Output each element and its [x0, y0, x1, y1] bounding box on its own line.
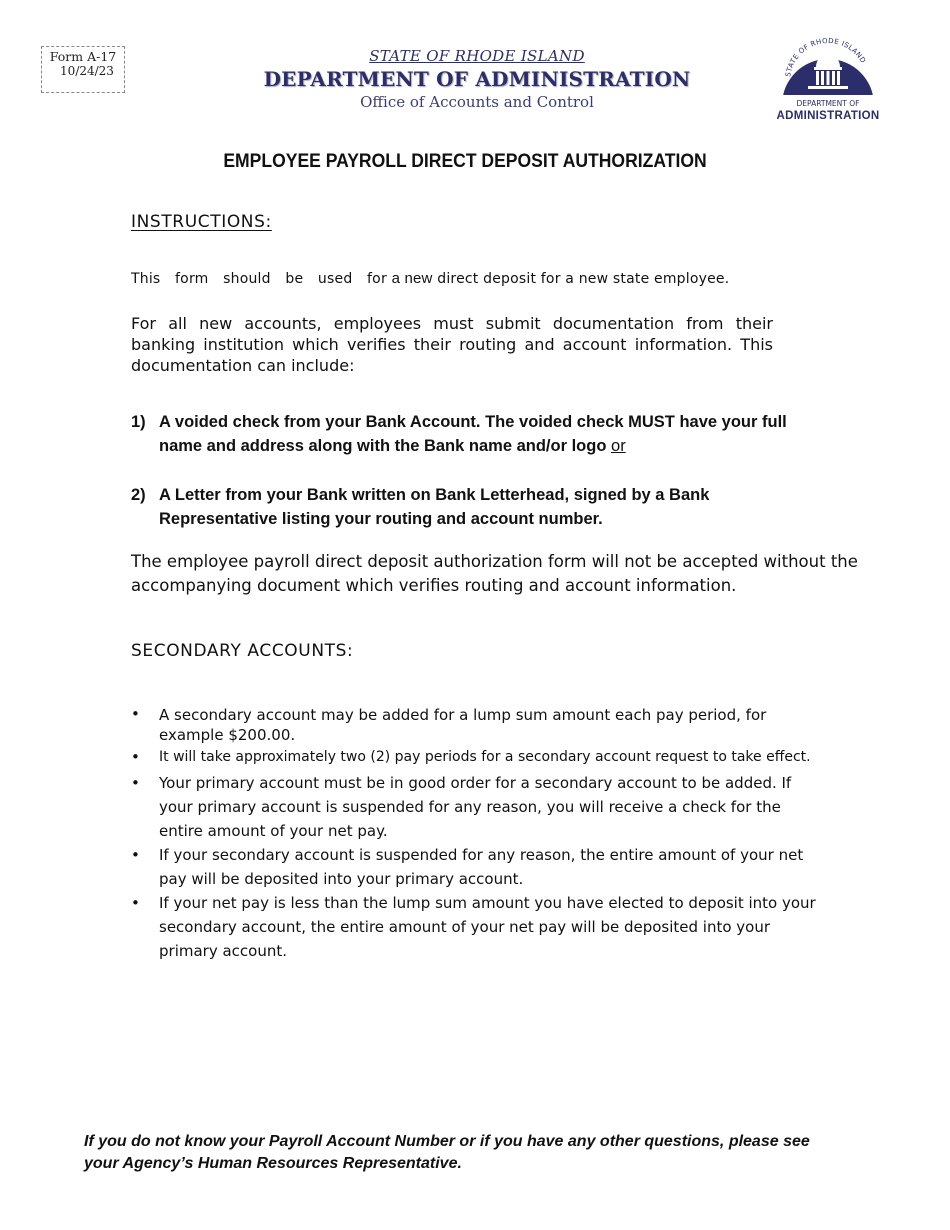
form-date: 10/24/23	[60, 64, 114, 78]
secondary-accounts-list	[131, 704, 821, 963]
acceptance-note: The employee payroll direct deposit authorization form will not be accepted without the accompanying document which verifies routing and account information.	[131, 552, 858, 595]
list-item: • A secondary account may be added for a lump sum amount each pay period, for example $200.00.	[131, 704, 821, 745]
capitol-dome-icon	[772, 33, 884, 113]
office-name: Office of Accounts and Control	[360, 93, 594, 111]
numbered-item-2	[131, 483, 831, 531]
instructions-heading: INSTRUCTIONS:	[131, 212, 272, 232]
secondary-accounts-heading: SECONDARY ACCOUNTS:	[131, 641, 354, 661]
seal-dept-line: DEPARTMENT OF	[796, 99, 860, 108]
documentation-paragraph: For all new accounts, employees must submit documentation from their banking institution which verifies their routing and account information. This documentation can include:	[131, 314, 773, 375]
numbered-item-1	[131, 410, 831, 458]
intro-part-a: This form should be used for	[131, 271, 387, 287]
form-number-box	[41, 46, 125, 93]
intro-part-c: direct deposit for a new state employee.	[437, 271, 730, 287]
item-text: A voided check from your Bank Account. The voided check MUST have your full name and address along with the Bank name and/or logo	[159, 413, 787, 455]
list-item: • If your net pay is less than the lump sum amount you have elected to deposit into your secondary account, the entire amount of your net pay will be deposited into your primary account.	[131, 891, 821, 963]
intro-part-b: a new	[391, 270, 433, 287]
department-seal-logo	[772, 33, 884, 125]
form-number: Form A-17	[49, 49, 117, 64]
item-suffix-or: or	[611, 437, 626, 455]
page-title: EMPLOYEE PAYROLL DIRECT DEPOSIT AUTHORIZATION	[223, 150, 707, 172]
item-number: 2)	[131, 486, 146, 504]
list-item: • Your primary account must be in good order for a secondary account to be added. If your primary account is suspended for any reason, you will receive a check for the entire amount of your net pay.	[131, 771, 821, 843]
state-name: STATE OF RHODE ISLAND	[369, 47, 585, 65]
list-item: • If your secondary account is suspended for any reason, the entire amount of your net pay will be deposited into your primary account.	[131, 843, 821, 891]
item-number: 1)	[131, 413, 146, 431]
intro-line	[131, 270, 729, 287]
seal-admin-line: ADMINISTRATION	[776, 110, 880, 122]
department-name: DEPARTMENT OF ADMINISTRATION	[263, 67, 691, 91]
letterhead	[262, 46, 692, 112]
item-text: A Letter from your Bank written on Bank Letterhead, signed by a Bank Representative listing your routing and account number.	[159, 486, 710, 528]
list-item: • It will take approximately two (2) pay periods for a secondary account request to take effect.	[131, 748, 821, 767]
footer-note: If you do not know your Payroll Account Number or if you have any other questions, please see your Agency’s Human Resources Representative.	[84, 1133, 810, 1172]
seal-arc-text: STATE OF RHODE ISLAND	[784, 36, 868, 78]
